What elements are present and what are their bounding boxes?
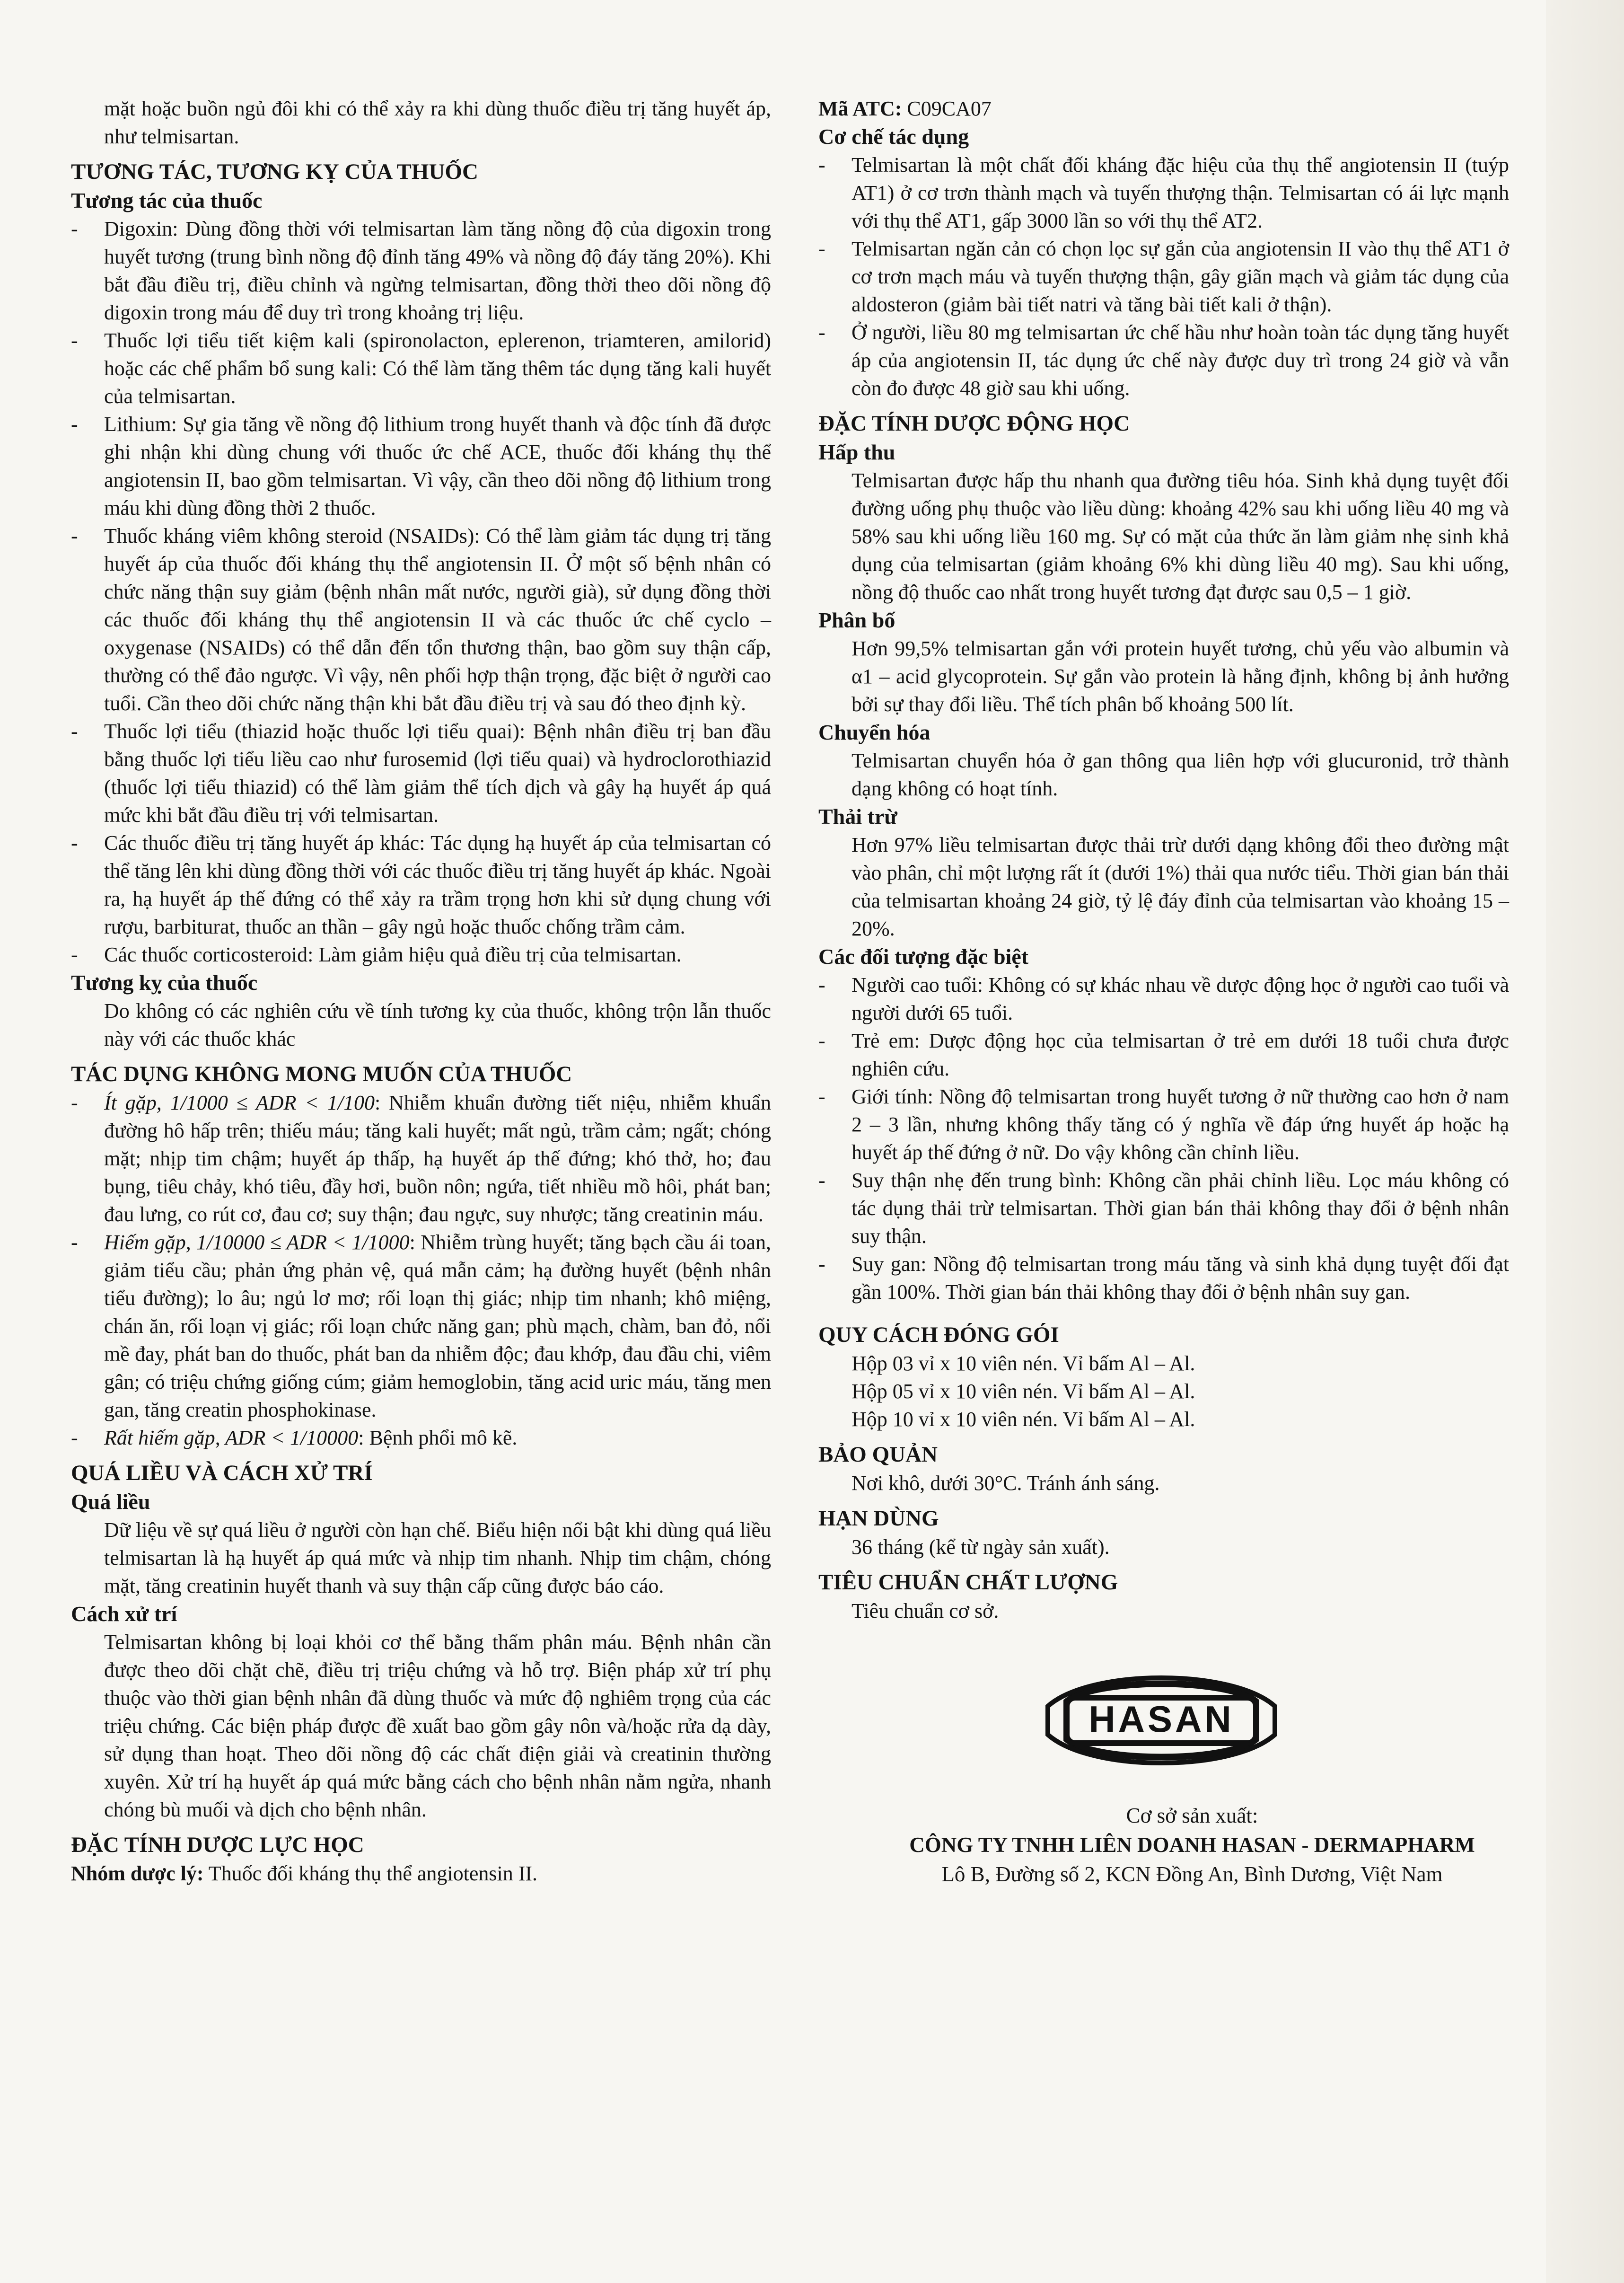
pharmacologic-group — [71, 1860, 771, 1887]
adverse-heading: TÁC DỤNG KHÔNG MONG MUỐN CỦA THUỐC — [71, 1062, 572, 1086]
atc-value: C09CA07 — [902, 97, 992, 120]
shelf-life-text: 36 tháng (kể từ ngày sản xuất). — [852, 1535, 1110, 1559]
mechanism-subheading: Cơ chế tác dụng — [818, 124, 969, 149]
storage-text: Nơi khô, dưới 30°C. Tránh ánh sáng. — [852, 1472, 1160, 1495]
overdose-text: Dữ liệu về sự quá liều ở người còn hạn chế. Biểu hiện nổi bật khi dùng quá liều telmisartan là hạ huyết áp quá mức và nhịp tim nhanh. Nhịp tim chậm, chóng mặt, tăng creatinin huyết thanh và suy thận cấp cũng được báo cáo. — [104, 1518, 771, 1597]
mechanism-item: - Ở người, liều 80 mg telmisartan ức chế hầu như hoàn toàn tác dụng tăng huyết áp của angiotensin II, tác dụng ức chế này được duy trì trong 24 giờ và vẫn còn đo được 48 giờ sau khi uống. — [818, 318, 1509, 402]
adverse-common — [71, 1089, 771, 1228]
atc-code — [818, 95, 1509, 123]
incompatibility-subheading: Tương kỵ của thuốc — [71, 970, 258, 995]
distribution-text: Hơn 99,5% telmisartan gắn với protein huyết tương, chủ yếu vào albumin và α1 – acid glycoprotein. Sự gắn vào protein là hằng định, không bị ảnh hưởng bởi sự thay đổi liều. Thể tích phân bố khoảng 500 lít. — [852, 637, 1509, 716]
packaging-heading: QUY CÁCH ĐÓNG GÓI — [818, 1322, 1059, 1347]
hasan-logo — [1038, 1668, 1284, 1772]
atc-label: Mã ATC: — [818, 97, 902, 120]
packaging-item: Hộp 10 vỉ x 10 viên nén. Vỉ bấm Al – Al. — [852, 1408, 1195, 1431]
hasan-logo-text: HASAN — [1089, 1698, 1234, 1740]
distribution-subheading: Phân bố — [818, 608, 895, 632]
quality-standard-heading: TIÊU CHUẨN CHẤT LƯỢNG — [818, 1570, 1118, 1595]
manufacturer-name: CÔNG TY TNHH LIÊN DOANH HASAN - DERMAPHARM — [909, 1833, 1475, 1857]
manufacturer-label: Cơ sở sản xuất: — [1126, 1804, 1258, 1827]
adverse-rare-text: : Nhiễm trùng huyết; tăng bạch cầu ái toan, giảm tiểu cầu; phản ứng phản vệ, quá mẫn cảm; hạ đường huyết (bệnh nhân tiểu đường); lo âu; ngủ lơ mơ; rối loạn thị giác; nhịp tim nhanh; khô miệng, chán ăn, rối loạn vị giác; rối loạn chức năng gan; phù mạch, chàm, ban đỏ, nổi mề đay, phát ban do thuốc, phát ban da nhiễm độc; đau khớp, đau đầu chi, viêm gân; có triệu chứng giống cúm; giảm hemoglobin, tăng acid uric máu, tăng men gan, tăng creatin phosphokinase. — [104, 1231, 772, 1421]
shelf-life-heading: HẠN DÙNG — [818, 1506, 939, 1531]
pharmacologic-group-label: Nhóm dược lý: — [71, 1862, 204, 1885]
interaction-item: - Các thuốc điều trị tăng huyết áp khác: Tác dụng hạ huyết áp của telmisartan có thể tăng lên khi dùng đồng thời với các thuốc điều trị tăng huyết áp khác. Ngoài ra, hạ huyết áp thế đứng có thể xảy ra trầm trọng hơn khi sử dụng chung với rượu, barbiturat, thuốc an thần – gây ngủ hoặc thuốc chống trầm cảm. — [71, 829, 771, 941]
left-column — [71, 95, 771, 1887]
pharmacodynamics-heading: ĐẶC TÍNH DƯỢC LỰC HỌC — [71, 1833, 364, 1857]
elimination-text: Hơn 97% liều telmisartan được thải trừ dưới dạng không đổi theo đường mật vào phân, chỉ một lượng rất ít (dưới 1%) thải qua nước tiểu. Thời gian bán thải của telmisartan khoảng 24 giờ, tỷ lệ đáy đỉnh của telmisartan vào khoảng 15 – 20%. — [852, 833, 1509, 940]
interactions-heading: TƯƠNG TÁC, TƯƠNG KỴ CỦA THUỐC — [71, 159, 478, 184]
special-population-item: - Suy thận nhẹ đến trung bình: Không cần phải chỉnh liều. Lọc máu không có tác dụng thải trừ telmisartan. Thời gian bán thải không thay đổi ở bệnh nhân suy thận. — [818, 1166, 1509, 1250]
adverse-very-rare-label: Rất hiếm gặp, ADR < 1/10000 — [104, 1426, 359, 1449]
interactions-subheading: Tương tác của thuốc — [71, 188, 263, 212]
elimination-subheading: Thải trừ — [818, 804, 897, 829]
overdose-subheading: Quá liều — [71, 1490, 150, 1514]
metabolism-subheading: Chuyển hóa — [818, 720, 931, 744]
interaction-item: - Các thuốc corticosteroid: Làm giảm hiệu quả điều trị của telmisartan. — [71, 941, 771, 969]
interaction-item: - Lithium: Sự gia tăng về nồng độ lithium trong huyết thanh và độc tính đã được ghi nhận khi dùng chung với thuốc ức chế ACE, thuốc đối kháng thụ thể angiotensin II, bao gồm telmisartan. Vì vậy, cần theo dõi nồng độ lithium trong máu khi dùng đồng thời 2 thuốc. — [71, 410, 771, 522]
special-population-item: - Người cao tuổi: Không có sự khác nhau về dược động học ở người cao tuổi và người dưới 65 tuổi. — [818, 971, 1509, 1027]
special-population-item: - Trẻ em: Dược động học của telmisartan ở trẻ em dưới 18 tuổi chưa được nghiên cứu. — [818, 1027, 1509, 1083]
special-population-item: - Giới tính: Nồng độ telmisartan trong huyết tương ở nữ thường cao hơn ở nam 2 – 3 lần, nhưng không thấy tăng có ý nghĩa về đáp ứng huyết áp hoặc hạ huyết áp thế đứng ở nữ. Do vậy không cần chỉnh liều. — [818, 1083, 1509, 1166]
right-column — [818, 95, 1509, 1889]
mechanism-item: - Telmisartan là một chất đối kháng đặc hiệu của thụ thể angiotensin II (tuýp AT1) ở cơ trơn thành mạch và tuyến thượng thận. Telmisartan có ái lực mạnh với thụ thể AT1, gấp 3000 lần so với thụ thể AT2. — [818, 151, 1509, 235]
adverse-very-rare-text: : Bệnh phổi mô kẽ. — [358, 1426, 518, 1449]
absorption-text: Telmisartan được hấp thu nhanh qua đường tiêu hóa. Sinh khả dụng tuyệt đối đường uống phụ thuộc vào liều dùng: khoảng 42% sau khi uống liều 40 mg và 58% sau khi uống liều 160 mg. Sự có mặt của thức ăn làm giảm nhẹ sinh khả dụng của telmisartan (giảm khoảng 6% khi dùng liều 40 mg). Sau khi uống, nồng độ thuốc cao nhất trong huyết tương đạt được sau 0,5 – 1 giờ. — [852, 469, 1509, 604]
pharmacokinetics-heading: ĐẶC TÍNH DƯỢC ĐỘNG HỌC — [818, 411, 1130, 436]
interaction-item: - Thuốc lợi tiểu (thiazid hoặc thuốc lợi tiểu quai): Bệnh nhân điều trị ban đầu bằng thuốc lợi tiểu liều cao như furosemid (lợi tiểu quai) và hydroclorothiazid (thuốc lợi tiểu thiazid) có thể làm giảm thể tích dịch và gây hạ huyết áp quá mức khi bắt đầu điều trị với telmisartan. — [71, 717, 771, 829]
packaging-item: Hộp 05 vỉ x 10 viên nén. Vỉ bấm Al – Al. — [852, 1380, 1195, 1403]
incompatibility-text: Do không có các nghiên cứu về tính tương kỵ của thuốc, không trộn lẫn thuốc này với các thuốc khác — [104, 999, 771, 1050]
hasan-logo-graphic — [1038, 1668, 1284, 1772]
interaction-item: - Thuốc kháng viêm không steroid (NSAIDs): Có thể làm giảm tác dụng trị tăng huyết áp của thuốc đối kháng thụ thể angiotensin II. Ở một số bệnh nhân có chức năng thận suy giảm (bệnh nhân mất nước, người già), sử dụng đồng thời các thuốc đối kháng thụ thể angiotensin II và các thuốc ức chế cyclo – oxygenase (NSAIDs) có thể dẫn đến tổn thương thận, bao gồm suy thận cấp, thường có thể đảo ngược. Vì vậy, nên phối hợp thận trọng, đặc biệt ở người cao tuổi. Cần theo dõi chức năng thận khi bắt đầu điều trị và sau đó theo định kỳ. — [71, 522, 771, 717]
packaging-item: Hộp 03 vỉ x 10 viên nén. Vỉ bấm Al – Al. — [852, 1352, 1195, 1375]
storage-heading: BẢO QUẢN — [818, 1442, 938, 1467]
special-populations-subheading: Các đối tượng đặc biệt — [818, 944, 1029, 969]
adverse-rare — [71, 1228, 771, 1424]
mechanism-item: - Telmisartan ngăn cản có chọn lọc sự gắn của angiotensin II vào thụ thể AT1 ở cơ trơn mạch máu và tuyến thượng thận, gây giãn mạch và giảm tác dụng của aldosteron (giảm bài tiết natri và tăng bài tiết kali ở thận). — [818, 235, 1509, 318]
intro-text: mặt hoặc buồn ngủ đôi khi có thể xảy ra khi dùng thuốc điều trị tăng huyết áp, như telmisartan. — [104, 97, 771, 148]
interaction-item: - Digoxin: Dùng đồng thời với telmisartan làm tăng nồng độ của digoxin trong huyết tương (trung bình nồng độ đỉnh tăng 49% và nồng độ đáy tăng 20%). Khi bắt đầu điều trị, điều chỉnh và ngừng telmisartan, đồng thời theo dõi nồng độ digoxin trong máu để duy trì trong khoảng trị liệu. — [71, 215, 771, 326]
special-population-item: - Suy gan: Nồng độ telmisartan trong máu tăng và sinh khả dụng tuyệt đối đạt gần 100%. Thời gian bán thải không thay đổi ở bệnh nhân suy gan. — [818, 1250, 1509, 1306]
pharmacologic-group-text: Thuốc đối kháng thụ thể angiotensin II. — [203, 1862, 538, 1885]
metabolism-text: Telmisartan chuyển hóa ở gan thông qua liên hợp với glucuronid, trở thành dạng không có hoạt tính. — [852, 749, 1509, 800]
interaction-item: - Thuốc lợi tiểu tiết kiệm kali (spironolacton, eplerenon, triamteren, amilorid) hoặc các chế phẩm bổ sung kali: Có thể làm tăng thêm tác dụng tăng kali huyết của telmisartan. — [71, 326, 771, 410]
adverse-rare-label: Hiếm gặp, 1/10000 ≤ ADR < 1/1000 — [104, 1231, 410, 1254]
adverse-very-rare — [71, 1424, 771, 1452]
adverse-common-label: Ít gặp, 1/1000 ≤ ADR < 1/100 — [104, 1091, 375, 1114]
adjacent-page-strip — [1546, 0, 1624, 2283]
treatment-text: Telmisartan không bị loại khỏi cơ thể bằng thẩm phân máu. Bệnh nhân cần được theo dõi chặt chẽ, điều trị triệu chứng và hỗ trợ. Biện pháp xử trí phụ thuộc vào thời gian bệnh nhân đã dùng thuốc và mức độ nghiêm trọng của các triệu chứng. Các biện pháp được đề xuất bao gồm gây nôn và/hoặc rửa dạ dày, sử dụng than hoạt. Theo dõi nồng độ các chất điện giải và creatinin thường xuyên. Xử trí hạ huyết áp quá mức bằng cách cho bệnh nhân nằm ngửa, nhanh chóng bù muối và dịch cho bệnh nhân. — [104, 1631, 771, 1821]
overdose-heading: QUÁ LIỀU VÀ CÁCH XỬ TRÍ — [71, 1461, 373, 1485]
treatment-subheading: Cách xử trí — [71, 1602, 177, 1626]
manufacturer-address: Lô B, Đường số 2, KCN Đồng An, Bình Dương, Việt Nam — [941, 1862, 1443, 1886]
quality-standard-text: Tiêu chuẩn cơ sở. — [852, 1599, 999, 1622]
adverse-common-text: : Nhiễm khuẩn đường tiết niệu, nhiễm khuẩn đường hô hấp trên; thiếu máu; tăng kali huyết; mất ngủ, trầm cảm; ngất; chóng mặt; nhịp tim chậm; huyết áp thấp, hạ huyết áp thế đứng; khó thở, ho; đau bụng, tiêu chảy, khó tiêu, đầy hơi, buồn nôn; ngứa, tiết nhiều mồ hôi, phát ban; đau lưng, co rút cơ, đau cơ; suy thận; đau ngực, suy nhược; tăng creatinin máu. — [104, 1091, 771, 1226]
absorption-subheading: Hấp thu — [818, 440, 895, 464]
